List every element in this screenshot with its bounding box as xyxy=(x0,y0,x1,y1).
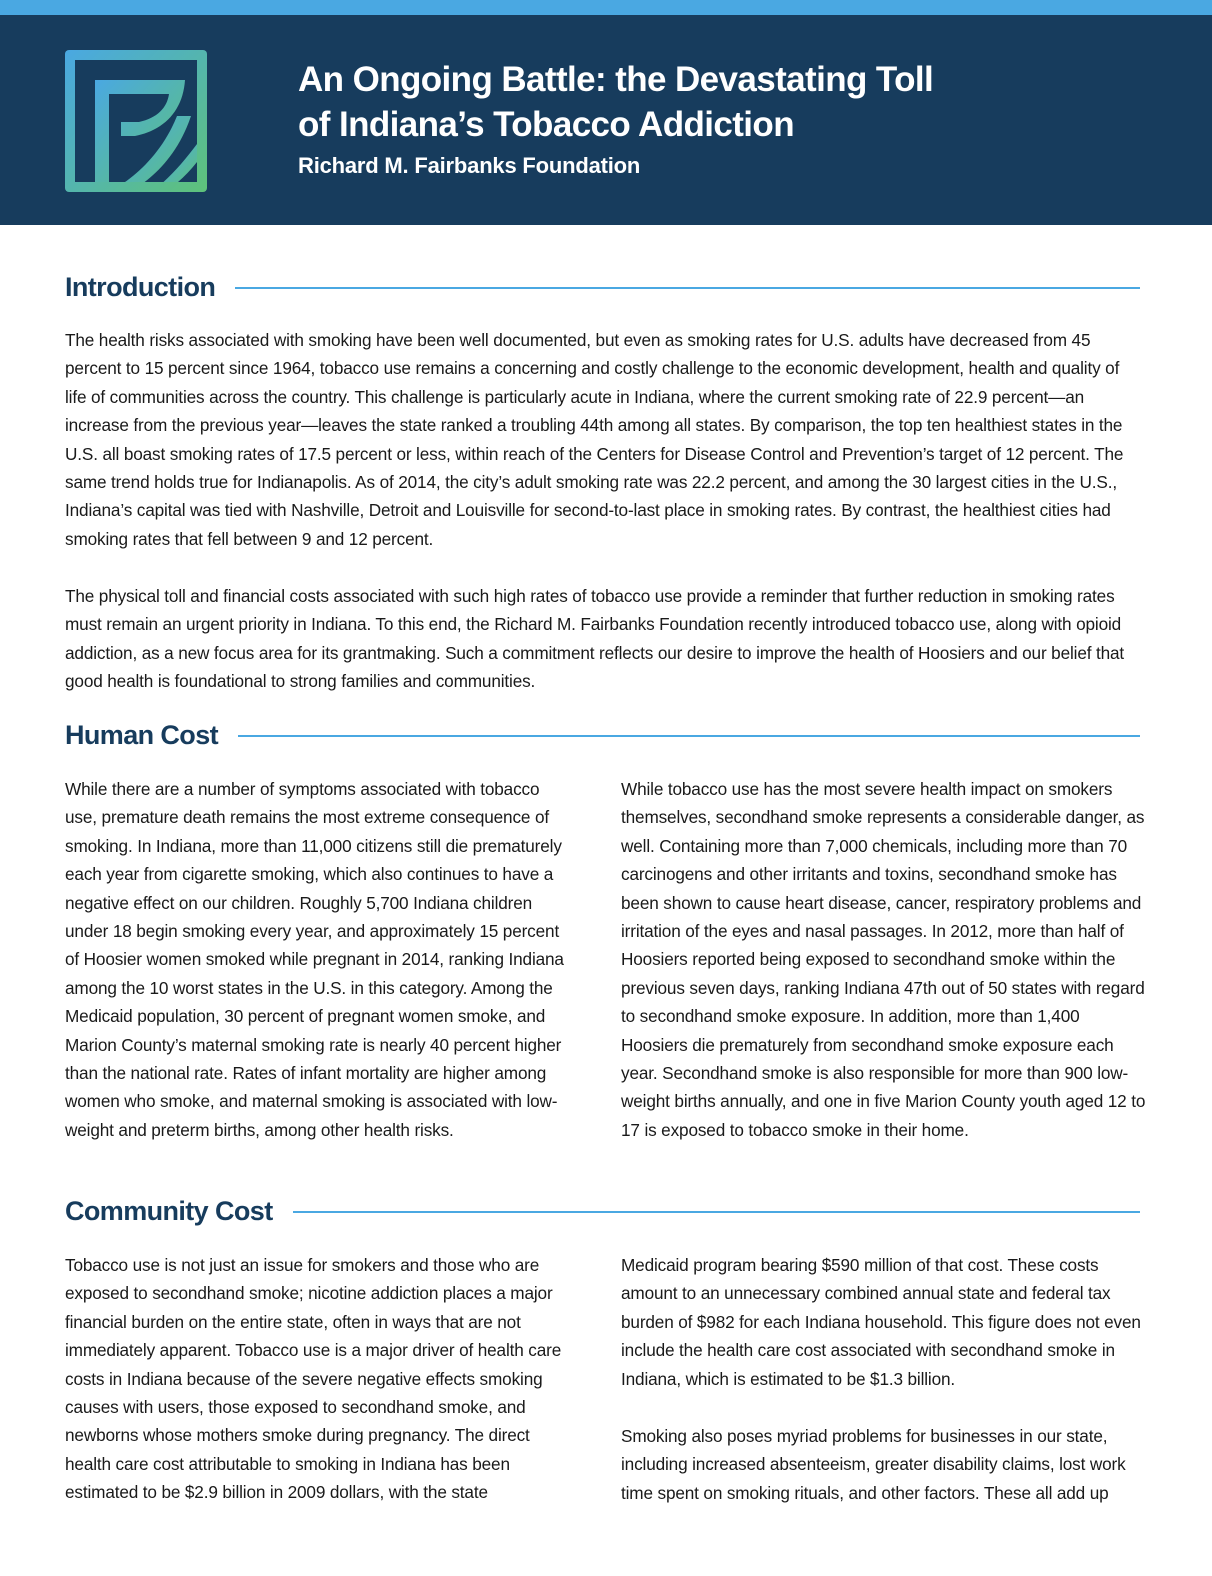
intro-paragraph-2: The physical toll and financial costs associated with such high rates of tobacco use provide a reminder that further reduction in smoking rates must remain an urgent priority in Indiana. To this end, the Richard M. Fairbanks Foundation recently introduced tobacco use, along with opioid addiction, as a new focus area for its grantmaking. Such a commitment reflects our desire to improve the health of Hoosiers and our belief that good health is foundational to strong families and communities. xyxy=(65,586,1125,692)
intro-paragraph-1: The health risks associated with smoking have been well documented, but even as smoking rates for U.S. adults have decreased from 45 percent to 15 percent since 1964, tobacco use remains a concerning and costly challenge to the economic development, health and quality of life of communities across the country. This challenge is particularly acute in Indiana, where the current smoking rate of 22.9 percent—an increase from the previous year—leaves the state ranked a troubling 44th among all states. By comparison, the top ten healthiest states in the U.S. all boast smoking rates of 17.5 percent or less, within reach of the Centers for Disease Control and Prevention’s target of 12 percent. The same trend holds true for Indianapolis. As of 2014, the city’s adult smoking rate was 22.2 percent, and among the 30 largest cities in the U.S., Indiana’s capital was tied with Nashville, Detroit and Louisville for second-to-last place in smoking rates. By contrast, the healthiest cities had smoking rates that fell between 9 and 12 percent. xyxy=(65,330,1124,549)
section-divider xyxy=(235,287,1140,289)
section-header-community-cost xyxy=(65,1196,1140,1227)
human-cost-left-column: While there are a number of symptoms associated with tobacco use, premature death remains the most extreme consequence of smoking. In Indiana, more than 11,000 citizens still die prematurely each year from cigarette smoking, which also continues to have a negative effect on our children. Roughly 5,700 Indiana children under 18 begin smoking every year, and approximately 15 percent of Hoosier women smoked while pregnant in 2014, ranking Indiana among the 10 worst states in the U.S. in this category. Among the Medicaid population, 30 percent of pregnant women smoke, and Marion County’s maternal smoking rate is nearly 40 percent higher than the national rate. Rates of infant mortality are higher among women who smoke, and maternal smoking is associated with low-weight and preterm births, among other health risks. xyxy=(65,779,564,1140)
top-accent-bar xyxy=(0,0,1212,15)
document-title-line-1: An Ongoing Battle: the Devastating Toll xyxy=(298,60,934,99)
community-cost-right-paragraph-1: Medicaid program bearing $590 million of that cost. These costs amount to an unnecessary combined annual state and federal tax burden of $982 for each Indiana household. This figure does not even include the health care cost associated with secondhand smoke in Indiana, which is estimated to be $1.3 billion. xyxy=(621,1255,1141,1389)
section-title-community-cost: Community Cost xyxy=(65,1196,273,1226)
human-cost-right-column: While tobacco use has the most severe health impact on smokers themselves, secondhand smoke represents a considerable danger, as well. Containing more than 7,000 chemicals, including more than 70 carcinogens and other irritants and toxins, secondhand smoke has been shown to cause heart disease, cancer, respiratory problems and irritation of the eyes and nasal passages. In 2012, more than half of Hoosiers reported being exposed to secondhand smoke within the previous seven days, ranking Indiana 47th out of 50 states with regard to secondhand smoke exposure. In addition, more than 1,400 Hoosiers die prematurely from secondhand smoke exposure each year. Secondhand smoke is also responsible for more than 900 low-weight births annually, and one in five Marion County youth aged 12 to 17 is exposed to tobacco smoke in their home. xyxy=(621,779,1146,1140)
section-title-human-cost: Human Cost xyxy=(65,720,219,750)
section-divider xyxy=(293,1211,1140,1213)
organization-name: Richard M. Fairbanks Foundation xyxy=(298,153,641,178)
section-divider xyxy=(238,735,1140,737)
section-header-introduction xyxy=(65,272,1140,303)
section-title-introduction: Introduction xyxy=(65,272,216,302)
header-banner xyxy=(0,15,1212,225)
community-cost-right-paragraph-2: Smoking also poses myriad problems for businesses in our state, including increased absenteeism, greater disability claims, lost work time spent on smoking rituals, and other factors. These all add up xyxy=(621,1426,1126,1503)
community-cost-left-column: Tobacco use is not just an issue for smokers and those who are exposed to secondhand smoke; nicotine addiction places a major financial burden on the entire state, often in ways that are not immediately apparent. Tobacco use is a major driver of health care costs in Indiana because of the severe negative effects smoking causes with users, those exposed to secondhand smoke, and newborns whose mothers smoke during pregnancy. The direct health care cost attributable to smoking in Indiana has been estimated to be $2.9 billion in 2009 dollars, with the state xyxy=(65,1255,562,1503)
fairbanks-foundation-logo-icon xyxy=(65,50,207,192)
header-titles xyxy=(298,57,933,179)
section-header-human-cost xyxy=(65,720,1140,751)
document-title-line-2: of Indiana’s Tobacco Addiction xyxy=(298,105,794,144)
